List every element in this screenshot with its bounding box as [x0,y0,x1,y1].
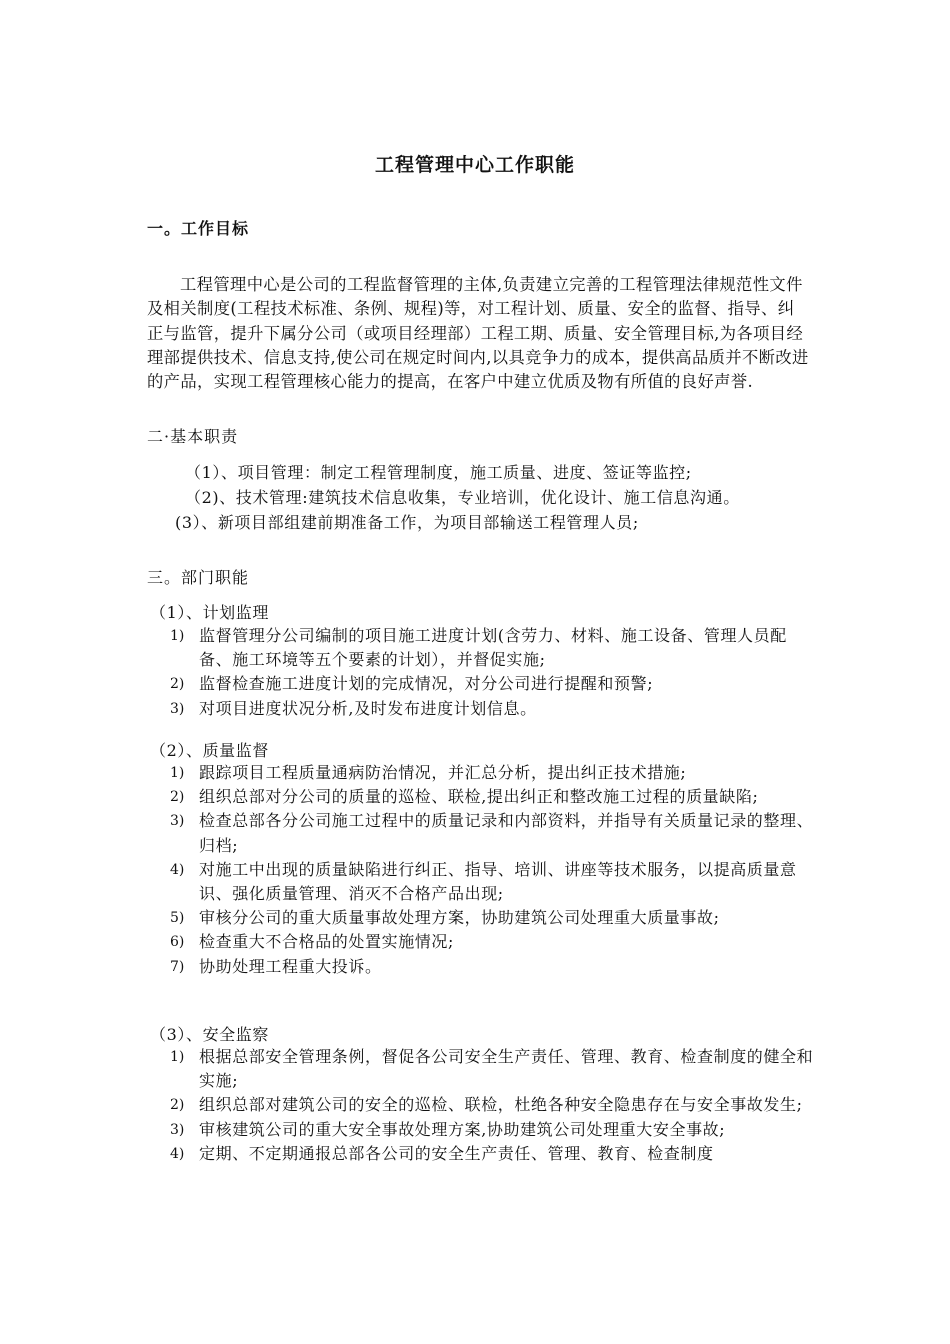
item-text: 跟踪项目工程质量通病防治情况，并汇总分析，提出纠正技术措施; [199,763,687,782]
item-number: 6) [170,934,185,951]
list-item [168,906,818,930]
item-text: 对施工中出现的质量缺陷进行纠正、指导、培训、讲座等技术服务，以提高质量意识、强化质量管理、消灭不合格产品出现; [199,859,797,904]
list-item [168,1142,818,1166]
item-text: 根据总部安全管理条例，督促各公司安全生产责任、管理、教育、检查制度的健全和实施; [199,1047,814,1091]
item-number: 3) [170,1121,185,1138]
list-item [168,955,818,979]
item-text: 监督检查施工进度计划的完成情况，对分公司进行提醒和预警; [199,674,654,694]
item-number: 1) [170,628,185,644]
item-text: 组织总部对建筑公司的安全的巡检、联检，杜绝各种安全隐患存在与安全事故发生; [199,1095,803,1115]
item-text: 组织总部对分公司的质量的巡检、联检,提出纠正和整改施工过程的质量缺陷; [199,787,759,807]
list-item [168,624,818,672]
item-number: 2) [170,676,185,693]
safety-inspection-list [168,1045,818,1166]
duty-item: （2)、技术管理:建筑技术信息收集，专业培训，优化设计、施工信息沟通。 [185,488,740,507]
duty-item: （1）、项目管理：制定工程管理制度，施工质量、进度、签证等监控; [185,463,692,482]
list-item [168,785,818,809]
document-title: 工程管理中心工作职能 [374,154,575,176]
item-text: 对项目进度状况分析,及时发布进度计划信息。 [199,698,537,718]
item-number: 2) [170,1097,185,1114]
section-heading-work-goals: 一。工作目标 [147,219,250,238]
item-text: 检查重大不合格品的处置实施情况; [199,932,454,952]
item-number: 4) [170,861,185,878]
item-text: 检查总部各分公司施工过程中的质量记录和内部资料，并指导有关质量记录的整理、归档; [199,811,814,855]
item-text: 监督管理分公司编制的项目施工进度计划(含劳力、材料、施工设备、管理人员配备、施工环境等五个要素的计划），并督促实施; [199,626,787,670]
list-item [168,697,818,721]
item-number: 4) [170,1145,185,1162]
item-text: 审核分公司的重大质量事故处理方案，协助建筑公司处理重大质量事故; [199,908,720,928]
work-goals-paragraph: 工程管理中心是公司的工程监督管理的主体,负责建立完善的工程管理法律规范性文件及相关制度(工程技术标准、条例、规程)等，对工程计划、质量、安全的监督、指导、纠正与监管，提升下属分公司（或项目经理部）工程工期、质量、安全管理目标,为各项目经理部提供技术、信息支持,使公司在规定时间内,以具竞争力的成本，提供高品质并不断改进的产品，实现工程管理核心能力的提高，在客户中建立优质及物有所值的良好声誉. [147,275,809,392]
list-item [168,672,818,696]
item-text: 审核建筑公司的重大安全事故处理方案,协助建筑公司处理重大安全事故; [199,1119,726,1139]
subsection-heading-safety-inspection: （3）、安全监察 [150,1025,269,1044]
item-number: 3) [170,700,185,717]
plan-supervision-list [168,624,818,721]
section-heading-basic-duties: 二·基本职责 [147,427,239,446]
item-text: 协助处理工程重大投诉。 [199,956,382,976]
item-number: 1) [170,765,185,781]
list-item [168,809,818,857]
subsection-heading-plan-supervision: （1）、计划监理 [150,603,269,622]
item-number: 3) [170,813,185,830]
list-item [168,930,818,954]
quality-supervision-list [168,761,818,979]
item-number: 5) [170,910,185,927]
item-number: 1) [170,1049,185,1065]
duty-item: (3）、新项目部组建前期准备工作，为项目部输送工程管理人员; [175,513,639,532]
item-number: 7) [170,958,185,975]
list-item [168,858,818,906]
item-text: 定期、不定期通报总部各公司的安全生产责任、管理、教育、检查制度 [199,1143,714,1163]
list-item [168,1093,818,1117]
subsection-heading-quality-supervision: （2）、质量监督 [150,741,269,760]
list-item [168,1118,818,1142]
list-item [168,1045,818,1093]
list-item [168,761,818,785]
section-heading-department-functions: 三。部门职能 [147,568,250,587]
item-number: 2) [170,789,185,806]
